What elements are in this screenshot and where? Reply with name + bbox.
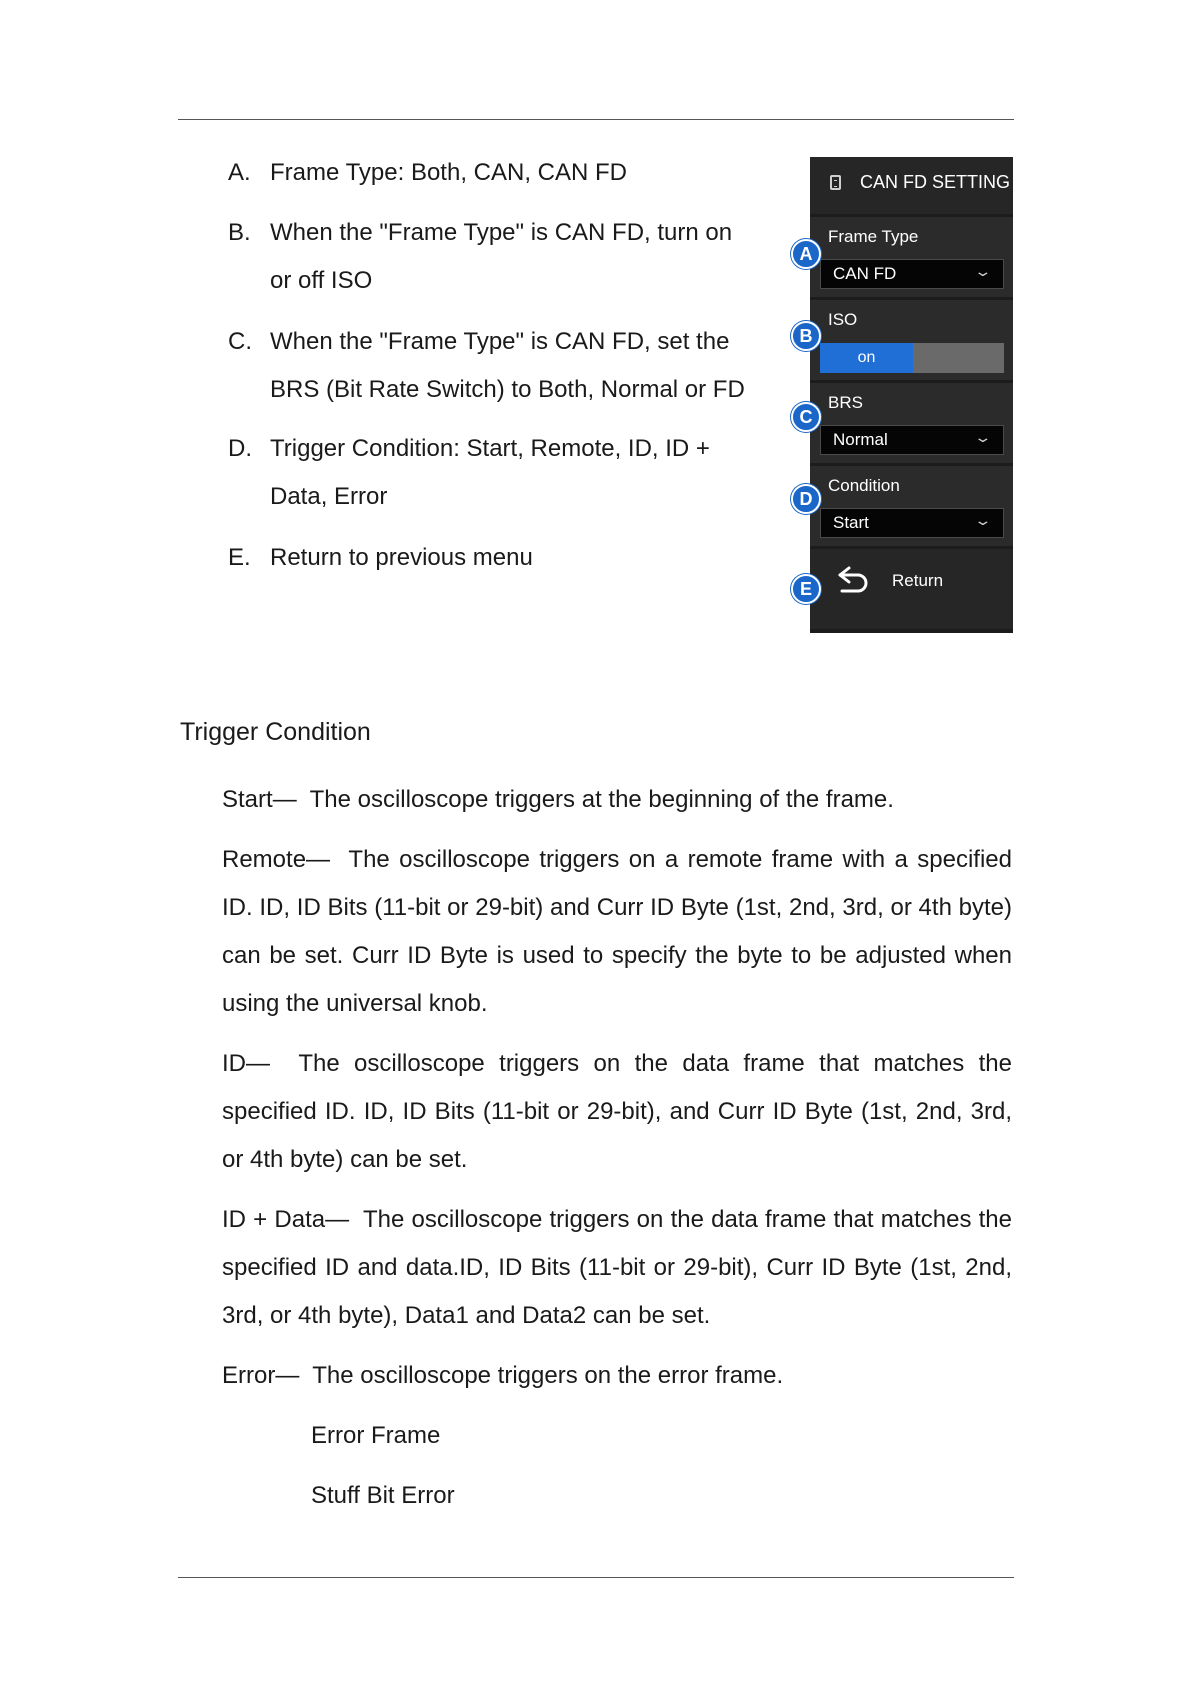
list-item-c bbox=[228, 318, 768, 414]
footer-rule bbox=[178, 1577, 1014, 1578]
list-letter: E. bbox=[228, 544, 251, 571]
frame-type-section bbox=[810, 217, 1013, 297]
list-item-d bbox=[228, 425, 768, 521]
list-text: Trigger Condition: Start, Remote, ID, ID + Data, Error bbox=[270, 435, 710, 510]
brs-value: Normal bbox=[833, 430, 888, 449]
header-rule bbox=[178, 119, 1014, 120]
return-button[interactable] bbox=[810, 549, 1013, 629]
remote-paragraph bbox=[222, 836, 1012, 1028]
condition-section bbox=[810, 466, 1013, 546]
list-letter: D. bbox=[228, 435, 252, 462]
remote-text: The oscilloscope triggers on a remote frame with a specified ID. ID, ID Bits (11-bit or 29-bit) and Curr ID Byte (1st, 2nd, 3rd, or 4th byte) can be set. Curr ID Byte is used to specify the byte to be adjusted when using the universal knob. bbox=[222, 846, 1012, 1017]
list-text: Frame Type: Both, CAN, CAN FD bbox=[270, 159, 627, 186]
brs-section bbox=[810, 383, 1013, 463]
frame-type-dropdown[interactable] bbox=[820, 259, 1004, 289]
start-text: The oscilloscope triggers at the beginning of the frame. bbox=[309, 786, 894, 813]
dash: — bbox=[246, 1050, 270, 1077]
list-text: When the "Frame Type" is CAN FD, set the BRS (Bit Rate Switch) to Both, Normal or FD bbox=[270, 328, 745, 403]
document-icon bbox=[830, 175, 841, 190]
list-item-a bbox=[228, 149, 768, 197]
error-paragraph bbox=[222, 1352, 1012, 1400]
list-item-b bbox=[228, 209, 768, 305]
list-letter: A. bbox=[228, 159, 251, 186]
error-type-item: Stuff Bit Error bbox=[311, 1482, 455, 1509]
list-text: When the "Frame Type" is CAN FD, turn on or off ISO bbox=[270, 219, 733, 294]
condition-label: Condition bbox=[828, 476, 900, 495]
iso-toggle-on: on bbox=[820, 343, 913, 373]
callout-badge-b: B bbox=[791, 321, 821, 351]
return-label: Return bbox=[892, 571, 944, 590]
term-id-data: ID + Data bbox=[222, 1206, 326, 1233]
callout-badge-e: E bbox=[791, 574, 821, 604]
list-text: Return to previous menu bbox=[270, 544, 533, 571]
list-letter: B. bbox=[228, 219, 251, 246]
return-arrow-icon bbox=[836, 565, 870, 595]
error-text: The oscilloscope triggers on the error frame. bbox=[312, 1362, 784, 1389]
callout-badge-d: D bbox=[791, 484, 821, 514]
start-paragraph bbox=[222, 776, 1012, 824]
list-item-e bbox=[228, 534, 768, 582]
term-id: ID bbox=[222, 1050, 246, 1077]
chevron-down-icon: ⌄ bbox=[973, 263, 993, 279]
term-remote: Remote bbox=[222, 846, 307, 873]
can-fd-setting-menu bbox=[810, 157, 1013, 633]
frame-type-value: CAN FD bbox=[833, 264, 897, 283]
id-paragraph bbox=[222, 1040, 1012, 1184]
chevron-down-icon: ⌄ bbox=[973, 429, 993, 445]
id-text: The oscilloscope triggers on the data frame that matches the specified ID. ID, ID Bits (11-bit or 29-bit), and Curr ID Byte (1st, 2nd, 3rd, or 4th byte) can be set. bbox=[222, 1050, 1012, 1173]
dash: — bbox=[275, 1362, 300, 1389]
condition-value: Start bbox=[833, 513, 869, 532]
brs-dropdown[interactable] bbox=[820, 425, 1004, 455]
term-start: Start bbox=[222, 786, 273, 813]
dash: — bbox=[272, 786, 297, 813]
dash: — bbox=[306, 846, 331, 873]
iso-section bbox=[810, 300, 1013, 380]
id-data-text: The oscilloscope triggers on the data frame that matches the specified ID and data.ID, ID Bits (11-bit or 29-bit), Curr ID Byte (1st, 2nd, 3rd, or 4th byte), Data1 and Data2 can be set. bbox=[222, 1206, 1012, 1329]
list-letter: C. bbox=[228, 328, 252, 355]
dash: — bbox=[325, 1206, 350, 1233]
callout-badge-c: C bbox=[791, 402, 821, 432]
iso-toggle[interactable] bbox=[820, 343, 1004, 373]
menu-header bbox=[810, 157, 1013, 214]
condition-dropdown[interactable] bbox=[820, 508, 1004, 538]
iso-label: ISO bbox=[828, 310, 858, 329]
frame-type-label: Frame Type bbox=[828, 227, 919, 246]
id-data-paragraph bbox=[222, 1196, 1012, 1340]
chevron-down-icon: ⌄ bbox=[973, 512, 993, 528]
menu-title: CAN FD SETTING bbox=[860, 172, 1011, 192]
term-error: Error bbox=[222, 1362, 276, 1389]
brs-label: BRS bbox=[828, 393, 863, 412]
callout-badge-a: A bbox=[791, 239, 821, 269]
section-title: Trigger Condition bbox=[180, 718, 371, 746]
error-type-item: Error Frame bbox=[311, 1422, 441, 1449]
